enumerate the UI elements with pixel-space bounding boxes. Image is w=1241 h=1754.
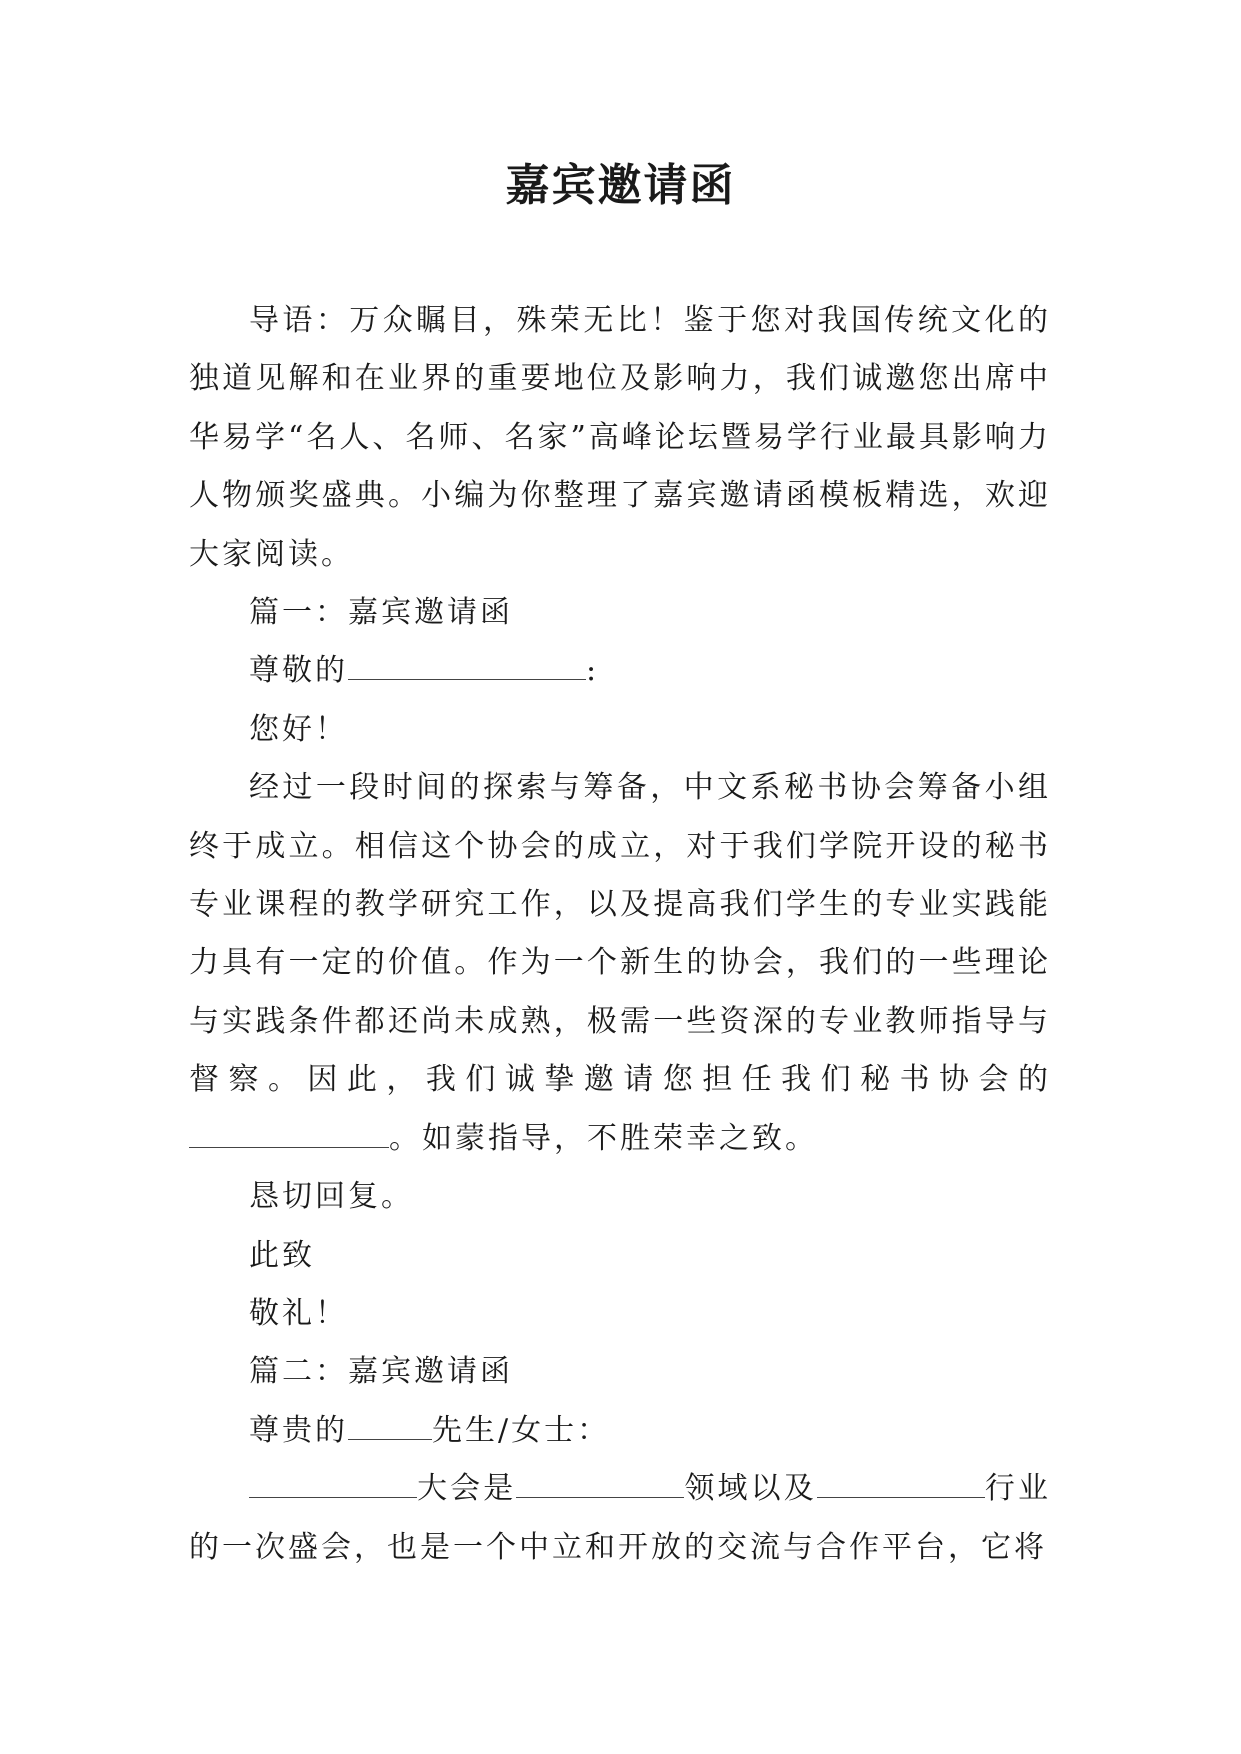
conference-name-blank [249,1469,417,1499]
role-blank [189,1118,389,1148]
part1-reply: 恳切回复。 [249,1179,414,1215]
salutation-prefix: 尊敬的 [249,653,348,689]
part2-text-b: 领域以及 [684,1471,817,1507]
part2-paragraph-1 [189,1460,1051,1577]
part1-heading: 篇一：嘉宾邀请函 [249,595,513,631]
guest-name-blank [348,1410,432,1440]
part1-closing-2: 敬礼！ [249,1295,348,1331]
recipient-name-blank [348,651,586,681]
part2-text-a: 大会是 [417,1471,517,1507]
part1-closing-1: 此致 [249,1237,315,1273]
salutation-prefix: 尊贵的 [249,1412,348,1448]
part1-greeting: 您好！ [249,711,348,747]
part1-body-tail: 。如蒙指导，不胜荣幸之致。 [389,1120,818,1156]
document-title: 嘉宾邀请函 [505,160,736,211]
industry-blank [817,1469,985,1499]
part1-body-paragraph [189,759,1051,1168]
field-blank [516,1469,684,1499]
salutation-suffix: 先生/女士： [432,1412,611,1448]
part1-salutation [189,642,1051,700]
part2-salutation [189,1402,1051,1460]
part2-heading: 篇二：嘉宾邀请函 [249,1354,513,1390]
intro-paragraph: 导语：万众瞩目，殊荣无比！鉴于您对我国传统文化的独道见解和在业界的重要地位及影响力，我们诚邀您出席中华易学“名人、名师、名家”高峰论坛暨易学行业最具影响力人物颁奖盛典。小编为你整理了嘉宾邀请函模板精选，欢迎大家阅读。 [189,303,1051,572]
part1-body-main: 经过一段时间的探索与筹备，中文系秘书协会筹备小组终于成立。相信这个协会的成立，对于我们学院开设的秘书专业课程的教学研究工作，以及提高我们学生的专业实践能力具有一定的价值。作为一个新生的协会，我们的一些理论与实践条件都还尚未成熟，极需一些资深的专业教师指导与督察。因此，我们诚挚邀请您担任我们秘书协会的 [189,770,1051,1098]
salutation-suffix: : [586,653,600,689]
document-body [189,292,1051,1577]
part2-text-c: 行业的一次盛会，也是一个中立和开放的交流与合作平台，它将 [189,1471,1052,1565]
